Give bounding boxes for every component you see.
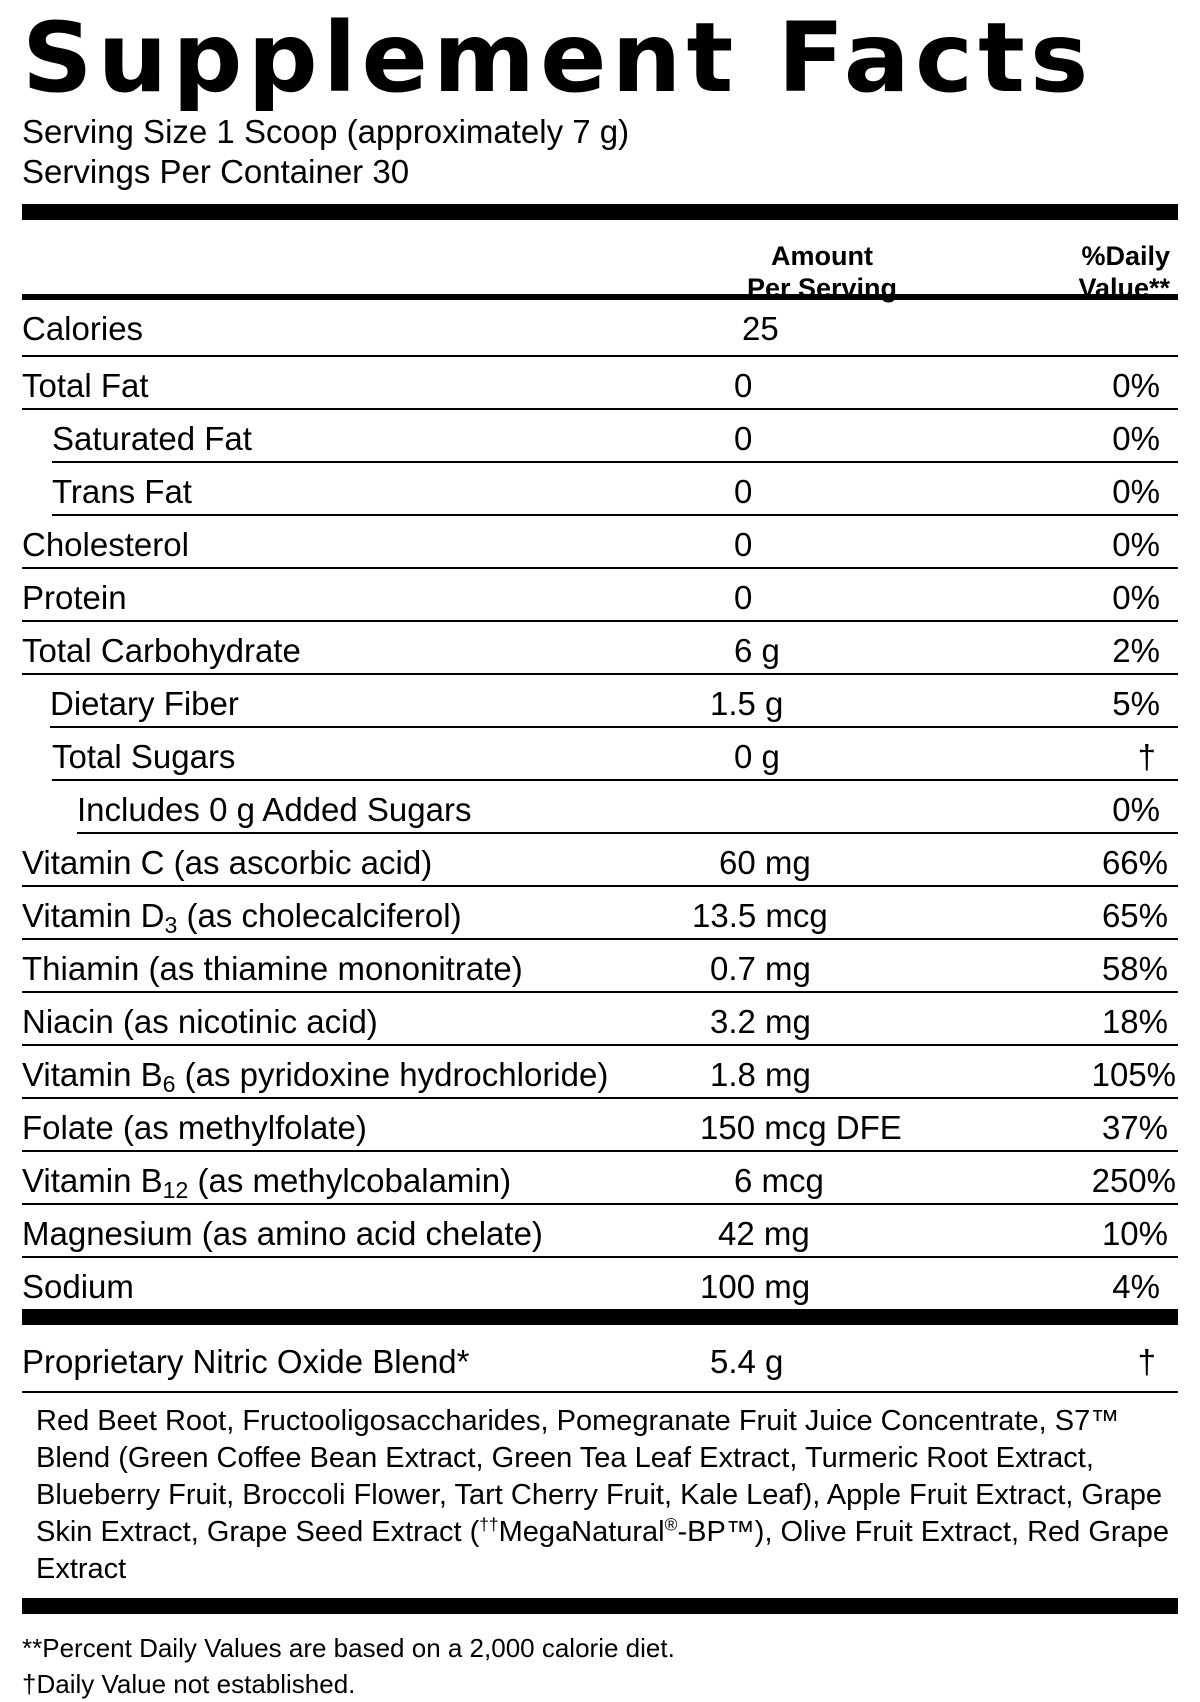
nutrient-name: Total Carbohydrate <box>22 632 301 669</box>
nutrient-row-total-fat <box>22 357 1178 410</box>
nutrient-amount: 60 mg <box>719 844 811 881</box>
nutrient-name: Calories <box>22 310 144 347</box>
proprietary-blend-row <box>22 1325 1178 1393</box>
footnote-daily-values: **Percent Daily Values are based on a 2,000 calorie diet. <box>22 1633 675 1663</box>
nutrient-dv: 250% <box>1091 1162 1176 1199</box>
nutrient-dv: 66% <box>1101 844 1168 881</box>
footnote-dagger: †Daily Value not established. <box>22 1669 356 1699</box>
daily-value-header <box>1060 240 1170 304</box>
nutrient-row-calories <box>22 300 1178 357</box>
blend-amount: 5.4 g <box>710 1343 784 1380</box>
nutrient-dv: 58% <box>1101 950 1168 987</box>
nutrient-amount: 100 mg <box>700 1268 811 1305</box>
nutrient-amount: 0.7 mg <box>710 950 811 987</box>
nutrient-amount: 6 g <box>734 632 780 669</box>
nutrient-dv: 0% <box>1112 420 1160 457</box>
divider-thick <box>22 204 1178 220</box>
column-header <box>22 220 1178 303</box>
nutrient-row-protein <box>22 569 1178 622</box>
nutrient-row-total-sugars <box>52 728 1178 781</box>
nutrient-row-sodium <box>22 1258 1178 1309</box>
nutrient-amount: 0 <box>734 367 753 404</box>
servings-per-container: Servings Per Container 30 <box>22 153 410 190</box>
nutrient-dv: † <box>1137 738 1156 775</box>
nutrient-amount: 0 <box>734 579 753 616</box>
serving-size: Serving Size 1 Scoop (approximately 7 g) <box>22 113 630 150</box>
nutrient-amount: 0 <box>734 420 753 457</box>
nutrient-amount: 0 <box>734 473 753 510</box>
nutrient-row-vitamin-c <box>22 834 1178 887</box>
footnotes <box>22 1630 1178 1702</box>
nutrient-name: Vitamin $D_3$ (as cholecalciferol) <box>22 897 462 938</box>
nutrient-row-trans-fat <box>52 463 1178 516</box>
nutrient-row-folate <box>22 1099 1178 1152</box>
nutrient-dv: 2% <box>1112 632 1160 669</box>
nutrient-dv: 0% <box>1112 473 1160 510</box>
amount-header <box>702 240 942 304</box>
nutrient-name: Vitamin C (as ascorbic acid) <box>22 844 433 881</box>
nutrient-dv: 18% <box>1101 1003 1168 1040</box>
nutrient-row-vitamin-b12 <box>22 1152 1178 1205</box>
nutrient-name: Magnesium (as amino acid chelate) <box>22 1215 543 1252</box>
nutrient-row-thiamin <box>22 940 1178 993</box>
nutrient-amount: 0 g <box>734 738 780 775</box>
nutrient-dv: 65% <box>1101 897 1168 934</box>
nutrient-amount: 150 mcg DFE <box>700 1109 902 1146</box>
nutrient-row-vitamin-d3 <box>22 887 1178 940</box>
blend-name: Proprietary Nitric Oxide Blend* <box>22 1343 470 1380</box>
nutrient-name: Vitamin $B_6$ (as pyridoxine hydrochloride) <box>22 1056 609 1097</box>
nutrient-row-saturated-fat <box>52 410 1178 463</box>
nutrient-row-added-sugars <box>77 781 1178 834</box>
amount-header-line2: Per Serving <box>746 273 898 303</box>
nutrient-name: Sodium <box>22 1268 134 1305</box>
divider-thick <box>22 1309 1178 1325</box>
dv-header-line2: Value** <box>1078 273 1170 303</box>
label-title: Supplement Facts <box>22 2 1094 114</box>
supplement-facts-label <box>22 0 1178 1702</box>
nutrient-dv: 0% <box>1112 791 1160 828</box>
nutrient-row-niacin <box>22 993 1178 1046</box>
nutrient-amount: 3.2 mg <box>710 1003 811 1040</box>
nutrient-name: Includes 0 g Added Sugars <box>77 791 472 828</box>
nutrient-row-cholesterol <box>22 516 1178 569</box>
nutrient-row-total-carbohydrate <box>22 622 1178 675</box>
nutrient-dv: 0% <box>1112 579 1160 616</box>
nutrient-amount: 13.5 mcg <box>692 897 828 934</box>
nutrient-name: Trans Fat <box>52 473 192 510</box>
nutrient-dv: 10% <box>1101 1215 1168 1252</box>
divider-thick <box>22 1598 1178 1614</box>
nutrient-name: Vitamin $B_{12}$ (as methylcobalamin) <box>22 1162 512 1203</box>
nutrient-row-magnesium <box>22 1205 1178 1258</box>
nutrient-dv: 0% <box>1112 526 1160 563</box>
nutrient-name: Total Sugars <box>52 738 236 775</box>
nutrient-name: Protein <box>22 579 127 616</box>
blend-ingredients: Red Beet Root, Fructooligosaccharides, Pomegranate Fruit Juice Concentrate, S7™ Blend (Green Coffee Bean Extract, Green Tea Leaf Extract, Turmeric Root Extract, Blueberry Fruit, Broccoli Flower, Tart Cherry Fruit, Kale Leaf), Apple Fruit Extract, Grape Skin Extract, Grape Seed Extract (††MegaNatural®-BP™), Olive Fruit Extract, Red Grape Extract <box>36 1405 1169 1585</box>
nutrient-row-dietary-fiber <box>50 675 1178 728</box>
nutrient-dv: 105% <box>1091 1056 1176 1093</box>
nutrient-name: Cholesterol <box>22 526 189 563</box>
nutrient-name: Folate (as methylfolate) <box>22 1109 367 1146</box>
nutrient-dv: 5% <box>1112 685 1160 722</box>
nutrient-name: Saturated Fat <box>52 420 252 457</box>
nutrient-amount: 1.8 mg <box>710 1056 811 1093</box>
nutrient-name: Niacin (as nicotinic acid) <box>22 1003 378 1040</box>
nutrient-amount: 0 <box>734 526 753 563</box>
blend-dv: † <box>1137 1343 1156 1380</box>
nutrient-row-vitamin-b6 <box>22 1046 1178 1099</box>
nutrient-dv: 0% <box>1112 367 1160 404</box>
nutrient-dv: 4% <box>1112 1268 1160 1305</box>
nutrient-name: Total Fat <box>22 367 149 404</box>
dv-header-line1: %Daily <box>1081 241 1170 271</box>
nutrient-amount: 25 <box>742 310 779 347</box>
nutrient-dv: 37% <box>1101 1109 1168 1146</box>
nutrient-name: Dietary Fiber <box>50 685 239 722</box>
nutrient-amount: 6 mcg <box>734 1162 824 1199</box>
amount-header-line1: Amount <box>771 241 873 271</box>
nutrient-amount: 42 mg <box>718 1215 810 1252</box>
nutrient-name: Thiamin (as thiamine mononitrate) <box>22 950 523 987</box>
nutrient-amount: 1.5 g <box>710 685 784 722</box>
